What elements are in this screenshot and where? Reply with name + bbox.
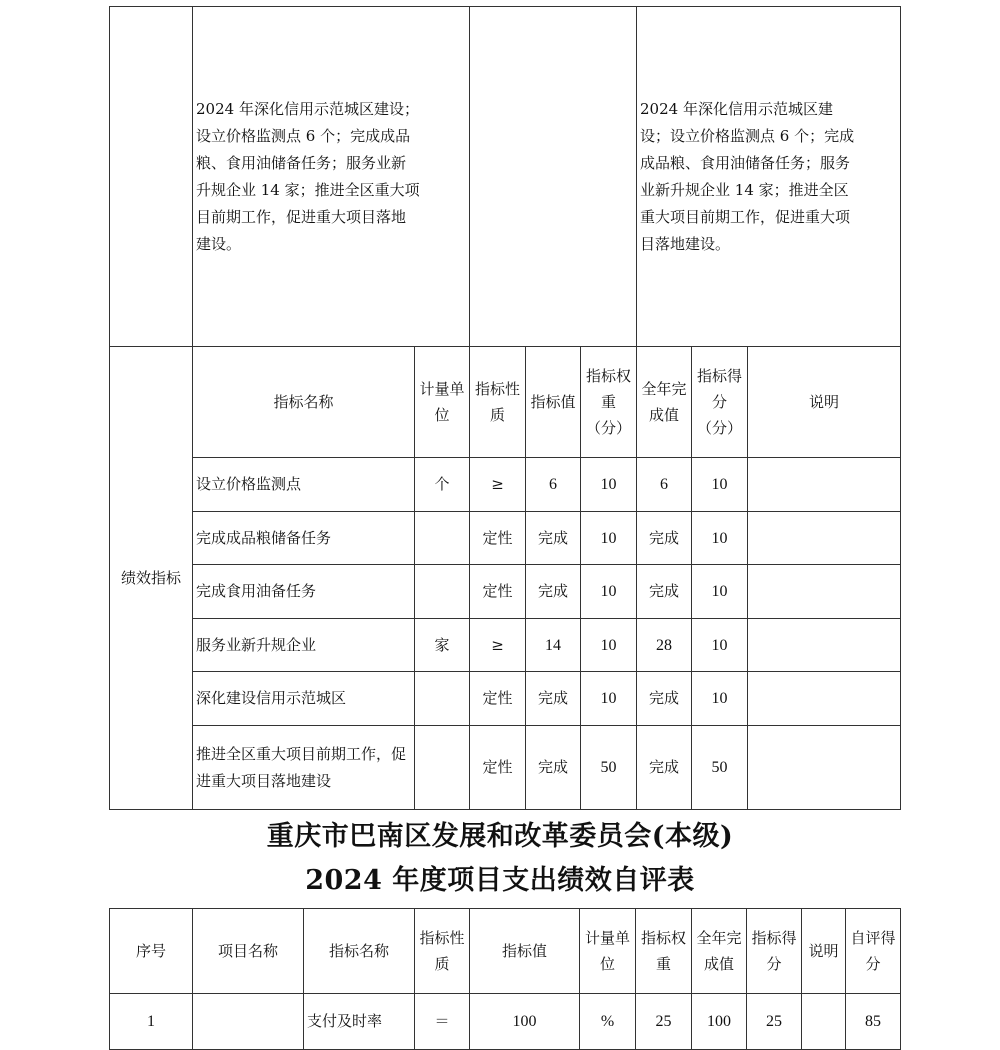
indicator-actual: 28 bbox=[637, 619, 692, 672]
header-weight: 指标权重（分） bbox=[581, 347, 637, 458]
header-value: 指标值 bbox=[526, 347, 581, 458]
row-nature: ＝ bbox=[415, 994, 470, 1050]
indicator-value: 6 bbox=[526, 458, 581, 512]
indicator-score: 10 bbox=[692, 458, 748, 512]
section-label: 绩效指标 bbox=[110, 347, 193, 810]
table-row bbox=[110, 726, 901, 810]
row-value: 100 bbox=[470, 994, 580, 1050]
indicator-value: 14 bbox=[526, 619, 581, 672]
header-weight: 指标权重 bbox=[636, 909, 692, 994]
table-row bbox=[110, 619, 901, 672]
indicator-name: 设立价格监测点 bbox=[193, 458, 415, 512]
indicator-actual: 完成 bbox=[637, 565, 692, 619]
indicator-unit bbox=[415, 565, 470, 619]
header-actual: 全年完成值 bbox=[637, 347, 692, 458]
header-name: 指标名称 bbox=[193, 347, 415, 458]
indicator-name: 服务业新升规企业 bbox=[193, 619, 415, 672]
indicator-actual: 完成 bbox=[637, 726, 692, 810]
indicator-note bbox=[748, 726, 901, 810]
row-note bbox=[802, 994, 846, 1050]
header-score: 指标得分（分） bbox=[692, 347, 748, 458]
indicator-value: 完成 bbox=[526, 726, 581, 810]
indicator-note bbox=[748, 512, 901, 565]
indicator-value: 完成 bbox=[526, 672, 581, 726]
indicator-nature: ≥ bbox=[470, 619, 526, 672]
indicator-weight: 10 bbox=[581, 512, 637, 565]
header-project: 项目名称 bbox=[193, 909, 304, 994]
header-score: 指标得分 bbox=[747, 909, 802, 994]
header-value: 指标值 bbox=[470, 909, 580, 994]
indicator-table bbox=[109, 6, 901, 810]
indicator-score: 10 bbox=[692, 672, 748, 726]
header-actual: 全年完成值 bbox=[692, 909, 747, 994]
header-note: 说明 bbox=[802, 909, 846, 994]
indicator-unit: 家 bbox=[415, 619, 470, 672]
indicator-score: 10 bbox=[692, 565, 748, 619]
row-weight: 25 bbox=[636, 994, 692, 1050]
header-self-score: 自评得分 bbox=[846, 909, 901, 994]
row-actual: 100 bbox=[692, 994, 747, 1050]
indicator-unit bbox=[415, 512, 470, 565]
indicator-unit: 个 bbox=[415, 458, 470, 512]
indicator-value: 完成 bbox=[526, 565, 581, 619]
indicator-note bbox=[748, 672, 901, 726]
header-nature: 指标性质 bbox=[470, 347, 526, 458]
indicator-nature: 定性 bbox=[470, 512, 526, 565]
table-row bbox=[110, 458, 901, 512]
indicator-name: 推进全区重大项目前期工作，促进重大项目落地建设 bbox=[193, 726, 415, 810]
indicator-note bbox=[748, 565, 901, 619]
indicator-note bbox=[748, 619, 901, 672]
indicator-unit bbox=[415, 672, 470, 726]
indicator-name: 完成成品粮储备任务 bbox=[193, 512, 415, 565]
indicator-score: 50 bbox=[692, 726, 748, 810]
row-self-score: 85 bbox=[846, 994, 901, 1050]
report-subtitle: 2024 年度项目支出绩效自评表 bbox=[305, 865, 695, 896]
header-nature: 指标性质 bbox=[415, 909, 470, 994]
row-project bbox=[193, 994, 304, 1050]
header-name: 指标名称 bbox=[304, 909, 415, 994]
indicator-score: 10 bbox=[692, 619, 748, 672]
indicator-nature: ≥ bbox=[470, 458, 526, 512]
indicator-weight: 10 bbox=[581, 458, 637, 512]
indicator-name: 完成食用油备任务 bbox=[193, 565, 415, 619]
header-seq: 序号 bbox=[110, 909, 193, 994]
indicator-actual: 完成 bbox=[637, 672, 692, 726]
indicator-nature: 定性 bbox=[470, 726, 526, 810]
project-table bbox=[109, 908, 901, 1050]
goal-text-planned: 2024 年深化信用示范城区建设； 设立价格监测点 6 个；完成成品 粮、食用油储备任务；服务业新 升规企业 14 家；推进全区重大项 目前期工作，促进重大项目落地 建设。 bbox=[193, 7, 470, 347]
header-unit: 计量单位 bbox=[415, 347, 470, 458]
indicator-actual: 6 bbox=[637, 458, 692, 512]
indicator-name: 深化建设信用示范城区 bbox=[193, 672, 415, 726]
indicator-nature: 定性 bbox=[470, 565, 526, 619]
indicator-weight: 10 bbox=[581, 672, 637, 726]
table-row bbox=[110, 994, 901, 1050]
header-unit: 计量单位 bbox=[580, 909, 636, 994]
row-indicator-name: 支付及时率 bbox=[304, 994, 415, 1050]
indicator-note bbox=[748, 458, 901, 512]
indicator-weight: 10 bbox=[581, 565, 637, 619]
indicator-nature: 定性 bbox=[470, 672, 526, 726]
indicator-weight: 50 bbox=[581, 726, 637, 810]
label-cell-empty bbox=[110, 7, 193, 347]
table-row bbox=[110, 512, 901, 565]
table-row bbox=[110, 672, 901, 726]
header-note: 说明 bbox=[748, 347, 901, 458]
row-unit: % bbox=[580, 994, 636, 1050]
table-row bbox=[110, 565, 901, 619]
row-score: 25 bbox=[747, 994, 802, 1050]
row-seq: 1 bbox=[110, 994, 193, 1050]
goal-text-actual: 2024 年深化信用示范城区建 设；设立价格监测点 6 个；完成 成品粮、食用油储备任务；服务 业新升规企业 14 家；推进全区 重大项目前期工作，促进重大项 目落地建设。 bbox=[637, 7, 901, 347]
indicator-actual: 完成 bbox=[637, 512, 692, 565]
indicator-value: 完成 bbox=[526, 512, 581, 565]
report-title: 重庆市巴南区发展和改革委员会(本级) bbox=[266, 821, 734, 852]
indicator-score: 10 bbox=[692, 512, 748, 565]
indicator-unit bbox=[415, 726, 470, 810]
indicator-weight: 10 bbox=[581, 619, 637, 672]
goal-cell-empty bbox=[470, 7, 637, 347]
